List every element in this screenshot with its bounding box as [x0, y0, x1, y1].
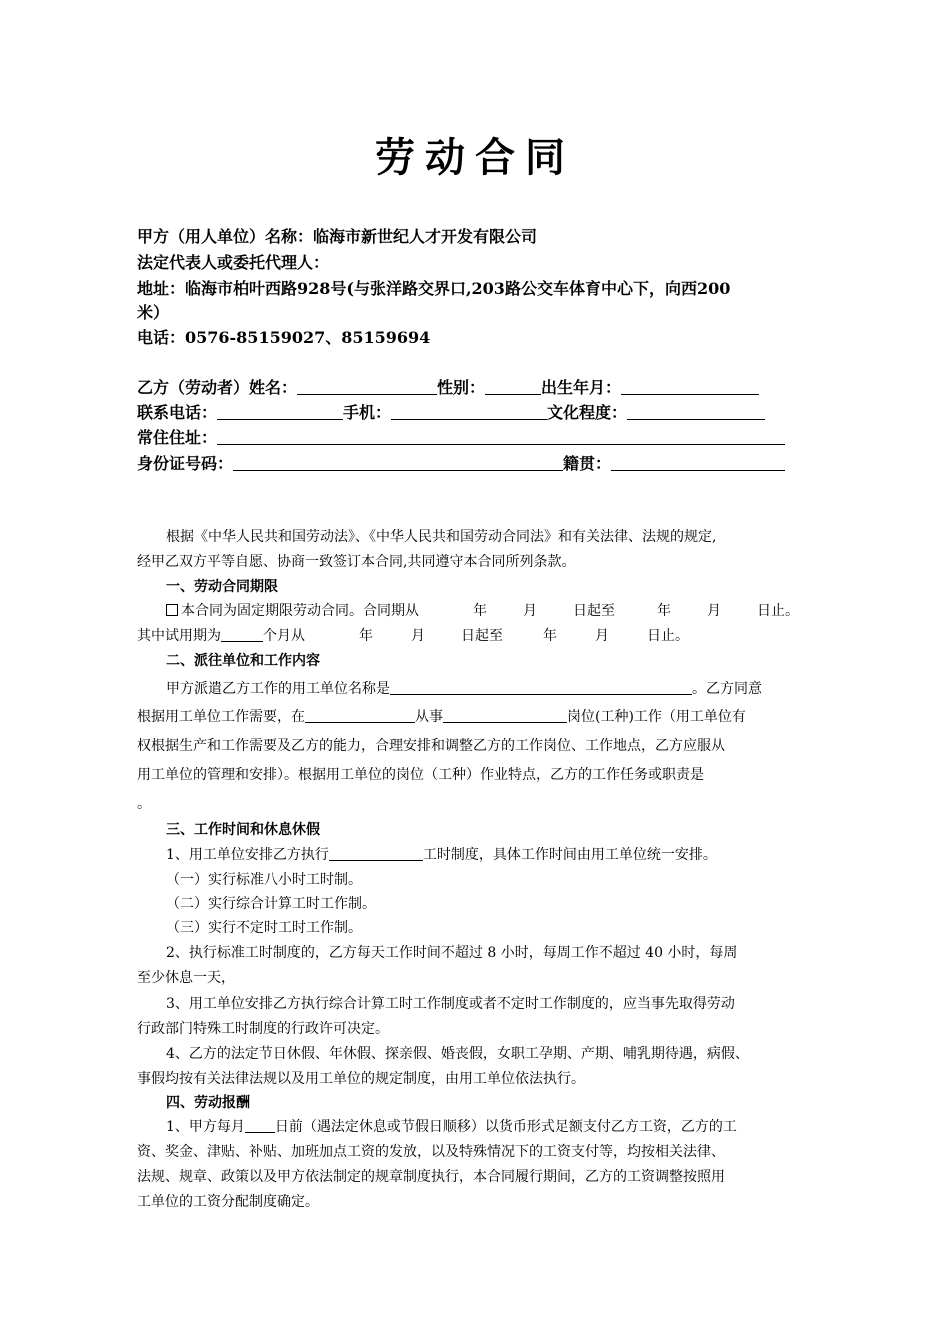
- month-label: 月: [523, 603, 537, 619]
- party-b-row-4: [137, 453, 785, 475]
- party-a-phone: 电话：0576-85159027、85159694: [137, 328, 431, 347]
- month-label-2: 月: [707, 603, 721, 619]
- section-3-para-2-line-1: 2、执行标准工时制度的，乙方每天工作时间不超过 8 小时，每周工作不超过 40 小时，每周: [166, 945, 738, 961]
- contact-phone-label: 联系电话：: [137, 403, 218, 422]
- pay-day-text-2: 日前（遇法定休息或节假日顺移）以货币形式足额支付乙方工资，乙方的工: [274, 1119, 737, 1135]
- section-3-para-4-line-1: 4、乙方的法定节日休假、年休假、探亲假、婚丧假，女职工孕期、产期、哺乳期待遇，病假、: [166, 1046, 749, 1062]
- probation-month-label-2: 月: [595, 628, 609, 644]
- education-label: 文化程度：: [547, 403, 628, 422]
- party-b-row-3: [137, 427, 785, 449]
- year-label: 年: [473, 603, 487, 619]
- section-4-heading: 四、劳动报酬: [166, 1095, 250, 1111]
- party-a-representative: 法定代表人或委托代理人：: [137, 253, 330, 272]
- address-label: 常住住址：: [137, 428, 218, 447]
- section-3-para-1: [166, 845, 717, 865]
- section-4-line-1: [166, 1117, 737, 1137]
- gender-field[interactable]: [485, 378, 541, 395]
- probation-year-label-2: 年: [543, 628, 557, 644]
- birth-label: 出生年月：: [541, 378, 622, 397]
- pay-day-field[interactable]: [245, 1118, 275, 1133]
- probation-text: 其中试用期为: [137, 628, 221, 644]
- section-2-heading: 二、派往单位和工作内容: [166, 653, 320, 669]
- origin-field[interactable]: [611, 454, 785, 471]
- work-hours-text-2: 工时制度，具体工作时间由用工单位统一安排。: [422, 847, 717, 863]
- section-3-para-4-line-2: 事假均按有关法律法规以及用工单位的规定制度，由用工单位依法执行。: [137, 1071, 585, 1087]
- party-a-address-line2: 米）: [137, 303, 170, 322]
- id-number-label: 身份证号码：: [137, 454, 234, 473]
- preamble-line-2: 经甲乙双方平等自愿、协商一致签订本合同,共同遵守本合同所列条款。: [137, 554, 576, 570]
- section-2-line-4: 用工单位的管理和安排）。根据用工单位的岗位（工种）作业特点，乙方的工作任务或职责是: [137, 767, 704, 783]
- preamble-line-1: 根据《中华人民共和国劳动法》、《中华人民共和国劳动合同法》和有关法律、法规的规定,: [166, 529, 717, 545]
- option-standard-hours: （一）实行标准八小时工时制。: [166, 872, 362, 888]
- section-3-para-3-line-1: 3、用工单位安排乙方执行综合计算工时工作制度或者不定时工作制度的，应当事先取得劳动: [166, 996, 735, 1012]
- section-2-line-1: [166, 679, 762, 699]
- term-text: 本合同为固定期限劳动合同。合同期从: [181, 603, 419, 619]
- section-2-line-3: 权根据生产和工作需要及乙方的能力，合理安排和调整乙方的工作岗位、工作地点，乙方应服从: [137, 738, 725, 754]
- position-text: 岗位(工种)工作（用工单位有: [567, 709, 746, 725]
- section-1-heading: 一、劳动合同期限: [166, 579, 278, 595]
- option-flexible-hours: （三）实行不定时工时工作制。: [166, 920, 362, 936]
- day-end-label: 日止。: [757, 603, 799, 619]
- checkbox-icon[interactable]: [166, 604, 178, 616]
- id-number-field[interactable]: [233, 454, 563, 471]
- option-comprehensive-hours: （二）实行综合计算工时工作制。: [166, 896, 376, 912]
- section-2-line-2: [137, 707, 746, 727]
- section-3-para-3-line-2: 行政部门特殊工时制度的行政许可决定。: [137, 1021, 389, 1037]
- address-field[interactable]: [217, 428, 785, 445]
- position-field[interactable]: [443, 708, 567, 723]
- employer-unit-field[interactable]: [390, 680, 692, 695]
- name-field[interactable]: [297, 378, 437, 395]
- gender-label: 性别：: [437, 378, 486, 397]
- year-label-2: 年: [657, 603, 671, 619]
- probation-months-field[interactable]: [221, 627, 263, 642]
- document-title: 劳动合同: [375, 134, 575, 181]
- work-hours-text: 1、用工单位安排乙方执行: [166, 847, 329, 863]
- party-b-row-2: [137, 402, 765, 424]
- party-b-row-1: [137, 377, 759, 399]
- probation-day-end-label: 日止。: [647, 628, 689, 644]
- pay-day-text: 1、甲方每月: [166, 1119, 245, 1135]
- probation-from-text: 个月从: [263, 628, 305, 644]
- section-3-para-2-line-2: 至少休息一天，: [137, 970, 235, 986]
- mobile-field[interactable]: [391, 403, 547, 420]
- work-hours-system-field[interactable]: [329, 846, 423, 861]
- employer-unit-text: 甲方派遣乙方工作的用工单位名称是: [166, 681, 390, 697]
- work-location-field[interactable]: [305, 708, 415, 723]
- section-4-line-3: 法规、规章、政策以及甲方依法制定的规章制度执行，本合同履行期间，乙方的工资调整按照用: [137, 1169, 725, 1185]
- section-3-heading: 三、工作时间和休息休假: [166, 822, 320, 838]
- section-2-line-5: 。: [137, 796, 151, 812]
- party-b-name-label: 乙方（劳动者）姓名：: [137, 378, 298, 397]
- contact-phone-field[interactable]: [217, 403, 343, 420]
- origin-label: 籍贯：: [563, 454, 612, 473]
- engage-text: 从事: [415, 709, 443, 725]
- agree-text: 。乙方同意: [692, 681, 762, 697]
- contract-term-line: [166, 601, 799, 621]
- party-a-address-line1: 地址：临海市柏叶西路928号(与张洋路交界口,203路公交车体育中心下，向西200: [137, 279, 731, 298]
- education-field[interactable]: [627, 403, 765, 420]
- work-location-text: 根据用工单位工作需要，在: [137, 709, 305, 725]
- probation-line: [137, 626, 689, 646]
- section-4-line-2: 资、奖金、津贴、补贴、加班加点工资的发放，以及特殊情况下的工资支付等，均按相关法律、: [137, 1144, 725, 1160]
- probation-day-start-label: 日起至: [461, 628, 503, 644]
- section-4-line-4: 工单位的工资分配制度确定。: [137, 1194, 319, 1210]
- day-start-label: 日起至: [573, 603, 615, 619]
- birth-field[interactable]: [621, 378, 759, 395]
- party-a-name: 甲方（用人单位）名称：临海市新世纪人才开发有限公司: [137, 227, 538, 246]
- mobile-label: 手机：: [343, 403, 392, 422]
- probation-year-label: 年: [359, 628, 373, 644]
- probation-month-label: 月: [411, 628, 425, 644]
